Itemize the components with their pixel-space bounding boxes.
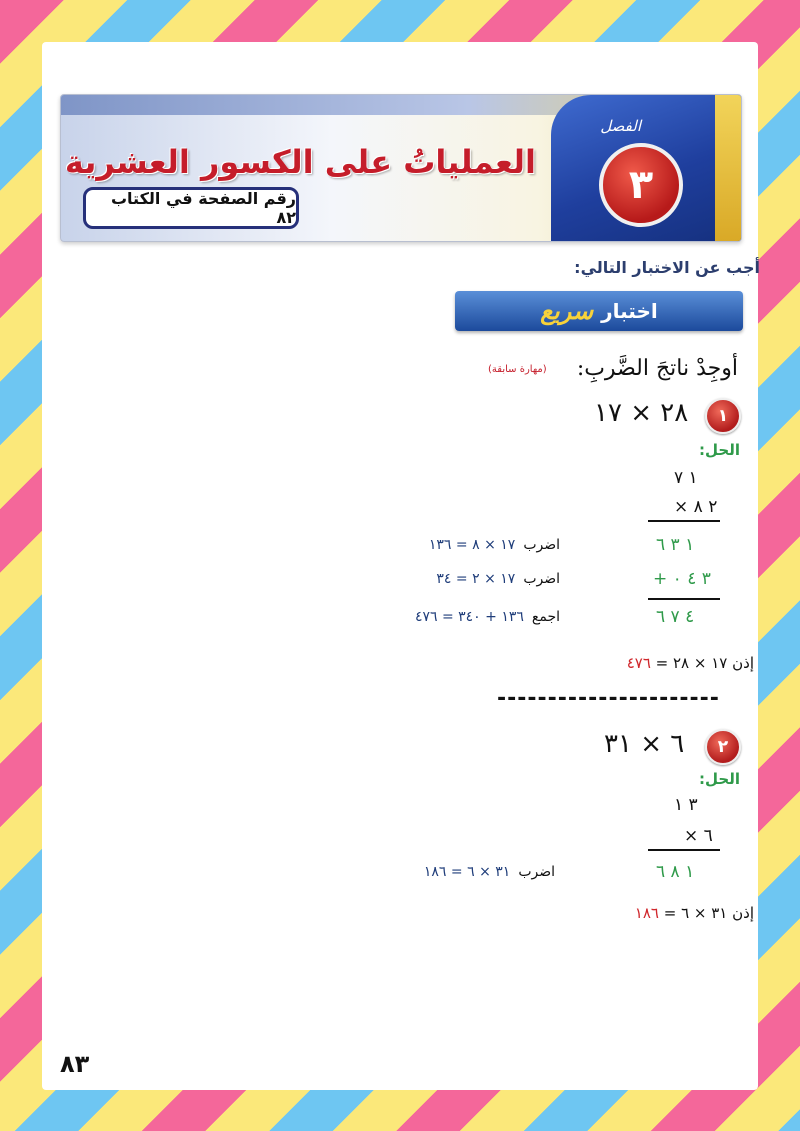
chapter-label: الفصل (600, 117, 641, 135)
page-number: ٨٣ (60, 1050, 90, 1078)
p1-note-1-text: ١٧ × ٨ = ١٣٦ (428, 537, 516, 553)
question-title: أوجِدْ ناتجَ الضَّربِ: (576, 356, 738, 381)
problem-2-badge: ٢ (705, 729, 741, 765)
p1-note-2-text: ١٧ × ٢ = ٣٤ (436, 571, 516, 587)
p1-partial-2: + ٣ ٤ ٠ (653, 569, 711, 589)
p2-multiplier: × ٦ (684, 826, 713, 846)
p1-note-3-label: اجمع (531, 609, 560, 625)
p2-note-1 (424, 864, 555, 880)
p2-conclusion-text: إذن ٣١ × ٦ = (663, 904, 754, 922)
p2-conclusion-result: ١٨٦ (634, 904, 659, 922)
p1-note-1 (429, 537, 560, 553)
p2-product: ١ ٨ ٦ (656, 862, 695, 882)
problem-1-expression: ٢٨ × ١٧ (594, 398, 689, 428)
skill-note: (مهارة سابقة) (488, 364, 547, 375)
book-page-reference: رقم الصفحة في الكتاب ٨٢ (83, 187, 299, 229)
problem-1-solution-label: الحل: (699, 441, 740, 459)
quick-test-highlight: سريع (540, 297, 594, 325)
chapter-banner (60, 94, 742, 242)
chapter-title: العملياتُ على الكسور العشرية (64, 143, 536, 181)
quick-test-label: اختبار (601, 299, 658, 323)
problem-2-expression: ٦ × ٣١ (604, 729, 685, 759)
chapter-number-badge: ٣ (599, 143, 683, 227)
problem-1-badge: ١ (705, 398, 741, 434)
p1-note-3-text: ١٣٦ + ٣٤٠ = ٤٧٦ (414, 609, 524, 625)
p2-line-1 (648, 849, 720, 851)
p1-note-2-label: اضرب (523, 571, 560, 587)
p1-conclusion (627, 654, 754, 672)
p1-line-2 (648, 598, 720, 600)
p2-conclusion (635, 904, 754, 922)
quick-test-banner (455, 291, 743, 331)
p1-note-3 (415, 609, 560, 625)
p1-product: ٤ ٧ ٦ (656, 607, 695, 627)
p1-conclusion-text: إذن ١٧ × ٢٨ = (655, 654, 754, 672)
p1-conclusion-result: ٤٧٦ (626, 654, 651, 672)
p1-note-1-label: اضرب (523, 537, 560, 553)
p2-note-1-text: ٣١ × ٦ = ١٨٦ (423, 864, 511, 880)
p1-note-2 (436, 571, 560, 587)
problem-2-solution-label: الحل: (699, 770, 740, 788)
p2-note-1-label: اضرب (518, 864, 555, 880)
p2-multiplicand: ٣ ١ (674, 795, 698, 815)
section-separator: ---------------------- (497, 686, 720, 711)
p1-multiplicand: ١ ٧ (674, 468, 698, 488)
p1-multiplier: × ٢ ٨ (674, 497, 718, 517)
p1-partial-1: ١ ٣ ٦ (656, 535, 695, 555)
banner-gold-edge (715, 95, 741, 241)
instruction-text: أجب عن الاختبار التالي: (574, 258, 760, 277)
p1-line-1 (648, 520, 720, 522)
